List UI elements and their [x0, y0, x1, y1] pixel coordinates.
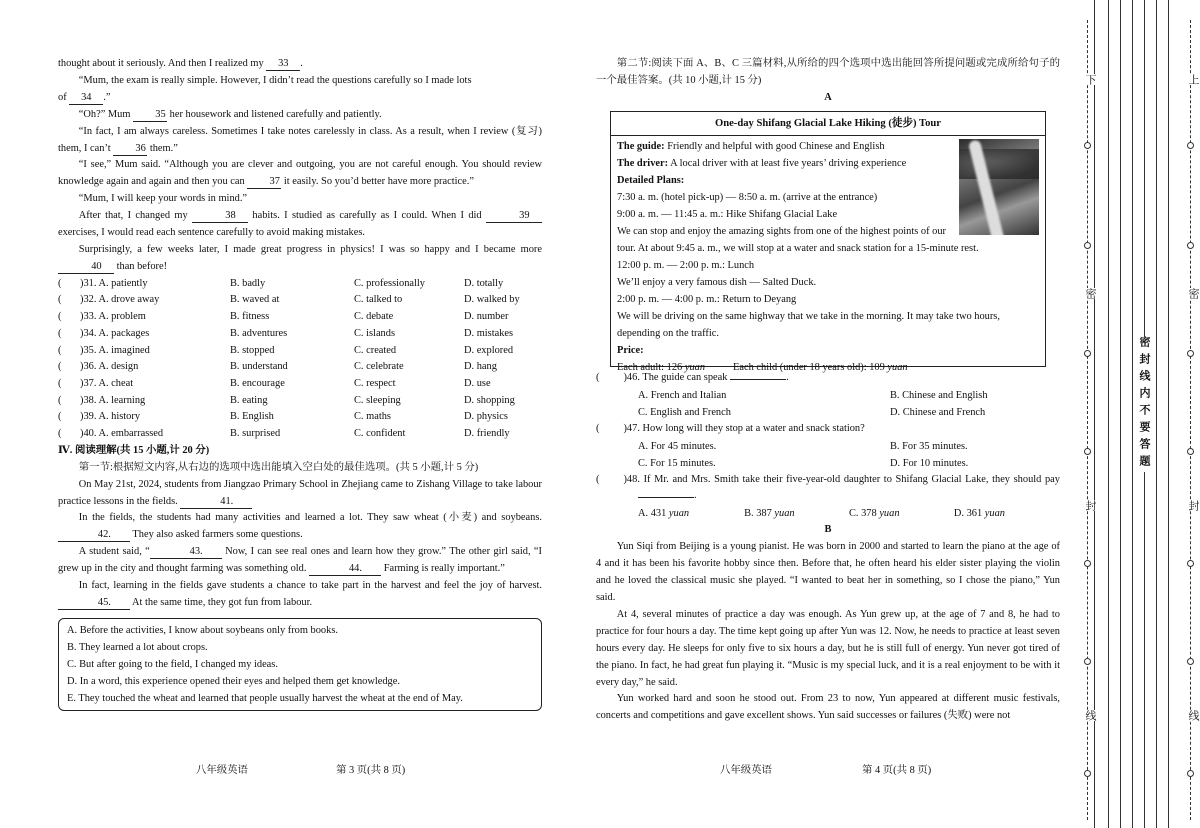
- answer-blank-46[interactable]: [730, 379, 786, 380]
- option-c[interactable]: C. talked to: [354, 294, 403, 306]
- option-row: [58, 292, 542, 309]
- option-c[interactable]: C. celebrate: [354, 361, 404, 373]
- seal-circle: [1187, 142, 1194, 149]
- right-seal-line: [1190, 20, 1191, 820]
- option-b[interactable]: B. stopped: [230, 344, 275, 356]
- option-c[interactable]: C. debate: [354, 311, 394, 323]
- seal-circle: [1084, 142, 1091, 149]
- option-a[interactable]: )36. A. design: [80, 361, 139, 373]
- ad-plan-line: 7:30 a. m. (hotel pick-up) — 8:50 a. m. (arrive at the entrance): [617, 191, 878, 203]
- seal-label-feng: 封: [1187, 500, 1200, 511]
- seal-label-mi: 密: [1187, 288, 1200, 299]
- option-paren: (: [58, 327, 62, 339]
- option-48-c[interactable]: C. 378 yuan: [848, 508, 900, 520]
- right-page: [580, 0, 1072, 828]
- option-46-c[interactable]: C. English and French: [638, 406, 731, 418]
- seal-label-xian: 线: [1084, 710, 1097, 721]
- blank-43[interactable]: 43.: [150, 546, 222, 559]
- option-row: [58, 309, 542, 326]
- option-48-d[interactable]: D. 361 yuan: [953, 508, 1005, 520]
- seal-circle: [1187, 560, 1194, 567]
- cloze-options-table: [58, 276, 542, 443]
- ad-plan-line: 12:00 p. m. — 2:00 p. m.: Lunch: [617, 259, 755, 271]
- section-4-title: Ⅳ. 阅读理解(共 15 小题,计 20 分): [58, 444, 210, 456]
- seal-circle: [1084, 448, 1091, 455]
- blank-40[interactable]: 40: [58, 261, 114, 274]
- seal-label-top: 上: [1187, 74, 1200, 85]
- option-46-a[interactable]: A. French and Italian: [638, 389, 727, 401]
- option-row: [58, 393, 542, 410]
- option-d[interactable]: D. use: [464, 378, 491, 389]
- option-d[interactable]: D. shopping: [464, 394, 515, 406]
- option-47-a[interactable]: A. For 45 minutes.: [638, 440, 717, 452]
- option-b[interactable]: B. waved at: [230, 294, 280, 306]
- option-row: [58, 426, 542, 443]
- seal-circle: [1187, 242, 1194, 249]
- option-48-b[interactable]: B. 387 yuan: [744, 508, 795, 520]
- option-row: [58, 326, 542, 343]
- option-48-a[interactable]: A. 431 yuan: [638, 508, 690, 520]
- choice-item: D. In a word, this experience opened their eyes and helped them get knowledge.: [67, 675, 400, 687]
- reading-para-1: On May 21st, 2024, students from Jiangzao Primary School in Zhejiang came to Zishang Village to take labour practice lessons in the fields. 41.: [58, 478, 542, 507]
- binding-line: [1168, 0, 1169, 828]
- seal-circle: [1084, 658, 1091, 665]
- binding-line: [1132, 0, 1133, 828]
- option-c[interactable]: C. islands: [354, 327, 395, 339]
- passage-line: “Oh?” Mum 35 her housework and listened carefully and patiently.: [78, 108, 382, 120]
- footer-subject: 八年级英语: [720, 765, 772, 776]
- option-d[interactable]: D. physics: [464, 411, 508, 423]
- ad-price: Each adult: 126 yuan Each child (under 18 years old): 109 yuan: [617, 361, 908, 373]
- passage-line: After that, I changed my 38 habits. I studied as carefully as I could. When I did 39 exercises, I would read each sentence carefully to avoid making mistakes.: [58, 208, 542, 242]
- option-a[interactable]: )40. A. embarrassed: [80, 428, 164, 440]
- seal-label-bottom: 下: [1084, 74, 1097, 85]
- passage-line: “In fact, I am always careless. Sometimes I take notes carelessly in class. As a result, when I review (复习) them, I can’t 36 them.”: [58, 125, 542, 154]
- footer-page: 第 3 页(共 8 页): [336, 765, 406, 776]
- seal-circle: [1084, 560, 1091, 567]
- option-d[interactable]: D. number: [464, 311, 509, 323]
- ad-driver: The driver: A local driver with at least five years’ driving experience: [617, 157, 907, 169]
- option-b[interactable]: B. encourage: [230, 378, 285, 389]
- option-d[interactable]: D. explored: [464, 344, 514, 356]
- question-46: ( )46. The guide can speak . A. French and Italian B. Chinese and English C. English and French D. Chinese and French: [596, 370, 1060, 421]
- option-a[interactable]: )39. A. history: [80, 411, 141, 423]
- option-46-d[interactable]: D. Chinese and French: [890, 406, 986, 418]
- option-b[interactable]: B. badly: [230, 277, 266, 289]
- option-paren: (: [58, 277, 62, 289]
- section-2-instructions: 第二节:阅读下面 A、B、C 三篇材料,从所给的四个选项中选出能回答所提问题或完成所给句子的一个最佳答案。(共 10 小题,计 15 分): [596, 58, 1060, 86]
- ad-plans-label: Detailed Plans:: [617, 174, 685, 186]
- blank-44[interactable]: 44.: [309, 563, 381, 576]
- passage-b-para: At 4, several minutes of practice a day was enough. As Yun grew up, at the age of 7 and 8, he had to practice for four hours a day. The time kept going up after Yun was 12. Now, he needs to practice at least seven hours every day. He sleeps for only five to six hours a day, but he is still full of energy. Yun never got tired of the piano. In fact, he had great fun playing it. “Music is my special luck, and it is a real enjoyment to be with it every day,” he said.: [596, 608, 1060, 688]
- seal-circle: [1187, 448, 1194, 455]
- section-4-1-instructions: 第一节:根据短文内容,从右边的选项中选出能填入空白处的最佳选项。(共 5 小题,计 5 分): [78, 461, 479, 473]
- blank-33[interactable]: 33: [266, 58, 300, 71]
- reading-para-2: In the fields, the students had many activities and learned a lot. They saw wheat (小麦) and soybeans. 42. They also asked farmers some questions.: [58, 510, 542, 544]
- option-row: [58, 343, 542, 360]
- passage-line: “Mum, I will keep your words in mind.”: [78, 193, 248, 205]
- option-d[interactable]: D. friendly: [464, 428, 510, 440]
- option-47-c[interactable]: C. For 15 minutes.: [638, 457, 716, 469]
- choice-item: A. Before the activities, I know about soybeans only from books.: [67, 624, 338, 636]
- tour-advertisement: [610, 111, 1046, 373]
- option-c[interactable]: C. created: [354, 344, 397, 356]
- footer-page: 第 4 页(共 8 页): [862, 765, 932, 776]
- option-b[interactable]: B. eating: [230, 394, 268, 406]
- seal-label-xian: 线: [1187, 710, 1200, 721]
- binding-line: [1094, 0, 1095, 828]
- binding-line: [1108, 0, 1109, 828]
- option-row: [58, 409, 542, 426]
- option-row: [58, 359, 542, 376]
- binding-strip: [1072, 0, 1200, 828]
- seal-label-mi: 密: [1084, 288, 1097, 299]
- footer-subject: 八年级英语: [196, 765, 248, 776]
- ad-plan-line: 2:00 p. m. — 4:00 p. m.: Return to Deyang: [617, 293, 797, 305]
- binding-line: [1120, 0, 1121, 828]
- choice-item: B. They learned a lot about crops.: [67, 641, 208, 653]
- seal-circle: [1084, 242, 1091, 249]
- ad-price-label: Price:: [617, 344, 644, 356]
- seal-circle: [1084, 770, 1091, 777]
- option-a[interactable]: )38. A. learning: [80, 394, 146, 406]
- left-seal-line: [1087, 20, 1088, 820]
- ad-plan-line: We will be driving on the same highway that we take in the morning. It may take two hours, depending on the traffic.: [617, 310, 1000, 339]
- reading-section-2: [596, 56, 1060, 725]
- option-a[interactable]: )37. A. cheat: [80, 378, 134, 389]
- seal-circle: [1187, 770, 1194, 777]
- option-paren: (: [58, 394, 62, 406]
- option-paren: (: [58, 361, 62, 373]
- blank-38[interactable]: 38: [192, 210, 248, 223]
- reading-para-3: A student said, “ 43. Now, I can see real ones and learn how they grow.” The other girl said, “I grew up in the city and thought farming was something old. 44. Farming is really important.”: [58, 546, 542, 575]
- blank-42[interactable]: 42.: [58, 529, 130, 542]
- option-d[interactable]: D. mistakes: [464, 327, 514, 339]
- ad-guide: The guide: Friendly and helpful with good Chinese and English: [617, 140, 885, 152]
- blank-41[interactable]: 41.: [180, 496, 252, 509]
- seal-label-feng: 封: [1084, 500, 1097, 511]
- option-row: [58, 276, 542, 293]
- option-a[interactable]: )35. A. imagined: [80, 344, 150, 356]
- option-b[interactable]: B. understand: [230, 361, 288, 373]
- glacial-lake-photo: [959, 139, 1039, 235]
- option-b[interactable]: B. fitness: [230, 311, 270, 323]
- option-paren: (: [58, 294, 62, 306]
- option-c[interactable]: C. respect: [354, 378, 396, 389]
- option-row: [58, 376, 542, 393]
- choices-box: [58, 618, 542, 711]
- option-c[interactable]: C. maths: [354, 411, 391, 423]
- passage-line: “I see,” Mum said. “Although you are clever and outgoing, you are not careful enough. You should review knowledge again and again and then you can 37 it easily. So you’d better have more practice.”: [58, 159, 542, 188]
- option-a[interactable]: )33. A. problem: [80, 311, 146, 323]
- passage-b-label: B: [824, 524, 832, 536]
- option-paren: (: [58, 428, 62, 440]
- left-page: [0, 0, 580, 828]
- option-46-b[interactable]: B. Chinese and English: [890, 389, 988, 401]
- blank-36[interactable]: 36: [113, 143, 147, 156]
- option-paren: (: [58, 411, 62, 423]
- passage-line: thought about it seriously. And then I realized my 33 .: [58, 58, 303, 69]
- no-answer-notice: 密封线内不要答题: [1138, 336, 1151, 472]
- ad-plan-line: tour. At about 9:45 a. m., we will stop at a water and snack station for a 15-minute rest.: [617, 242, 979, 254]
- option-47-d[interactable]: D. For 10 minutes.: [890, 457, 969, 469]
- option-a[interactable]: )34. A. packages: [80, 327, 150, 339]
- passage-line: of 34 .”: [58, 91, 111, 103]
- blank-37[interactable]: 37: [247, 176, 281, 189]
- option-c[interactable]: C. sleeping: [354, 394, 401, 406]
- seal-circle: [1187, 350, 1194, 357]
- blank-39[interactable]: 39: [486, 210, 542, 223]
- option-paren: (: [58, 378, 62, 389]
- ad-plan-line: 9:00 a. m. — 11:45 a. m.: Hike Shifang Glacial Lake: [617, 208, 838, 220]
- choice-item: C. But after going to the field, I changed my ideas.: [67, 658, 278, 670]
- option-c[interactable]: C. confident: [354, 428, 406, 440]
- blank-35[interactable]: 35: [133, 109, 167, 122]
- reading-para-4: In fact, learning in the fields gave students a chance to take part in the harvest and feel the joy of harvest. 45. At the same time, they got fun from labour.: [58, 578, 542, 612]
- passage-line: Surprisingly, a few weeks later, I made great progress in physics! I was so happy and I became more 40 than before!: [58, 242, 542, 276]
- cloze-passage: [58, 56, 542, 711]
- option-a[interactable]: )31. A. patiently: [80, 277, 148, 289]
- ad-plan-line: We can stop and enjoy the amazing sights from one of the highest points of our: [617, 225, 946, 237]
- question-47: ( )47. How long will they stop at a water and snack station? A. For 45 minutes. B. For 35 minutes. C. For 15 minutes. D. For 10 minutes.: [596, 421, 1060, 472]
- question-48: ( )48. If Mr. and Mrs. Smith take their five-year-old daughter to Shifang Glacial Lake, they should pay . A. 431 yuan B. 387 yuan C. 378 yuan D. 361 yuan: [596, 472, 1060, 523]
- passage-b-para: Yun Siqi from Beijing is a young pianist. He was born in 2000 and started to learn the piano at the age of 4 and it has been his favorite hobby since then. Before that, he often heard his elder sister playing the violin and he loved the classical music she played. “I wanted to beat her in something, so I chose the piano,” Yun said.: [596, 541, 1060, 603]
- seal-circle: [1187, 658, 1194, 665]
- blank-45[interactable]: 45.: [58, 597, 130, 610]
- seal-circle: [1084, 350, 1091, 357]
- ad-plan-line: We’ll enjoy a very famous dish — Salted Duck.: [617, 276, 817, 288]
- answer-blank-48[interactable]: [638, 497, 694, 498]
- option-b[interactable]: B. adventures: [230, 327, 288, 339]
- choice-item: E. They touched the wheat and learned that people usually harvest the wheat at the end of May.: [67, 692, 463, 704]
- passage-a-label: A: [824, 91, 832, 103]
- option-b[interactable]: B. surprised: [230, 428, 281, 440]
- option-a[interactable]: )32. A. drove away: [80, 294, 160, 306]
- passage-line: “Mum, the exam is really simple. However, I didn’t read the questions carefully so I made lots: [78, 74, 472, 86]
- option-b[interactable]: B. English: [230, 411, 274, 423]
- option-d[interactable]: D. hang: [464, 361, 497, 373]
- option-paren: (: [58, 344, 62, 356]
- option-d[interactable]: D. totally: [464, 277, 504, 289]
- ad-title: One-day Shifang Glacial Lake Hiking (徒步) Tour: [611, 112, 1045, 136]
- blank-34[interactable]: 34: [69, 92, 103, 105]
- option-paren: (: [58, 311, 62, 323]
- option-47-b[interactable]: B. For 35 minutes.: [890, 440, 968, 452]
- binding-line: [1156, 0, 1157, 828]
- option-d[interactable]: D. walked by: [464, 294, 520, 306]
- option-c[interactable]: C. professionally: [354, 277, 425, 289]
- passage-b-para: Yun worked hard and soon he stood out. From 23 to now, Yun appeared at different music festivals, concerts and competitions and gave excellent shows. Yun said successes or failures (失败) were not: [596, 693, 1060, 722]
